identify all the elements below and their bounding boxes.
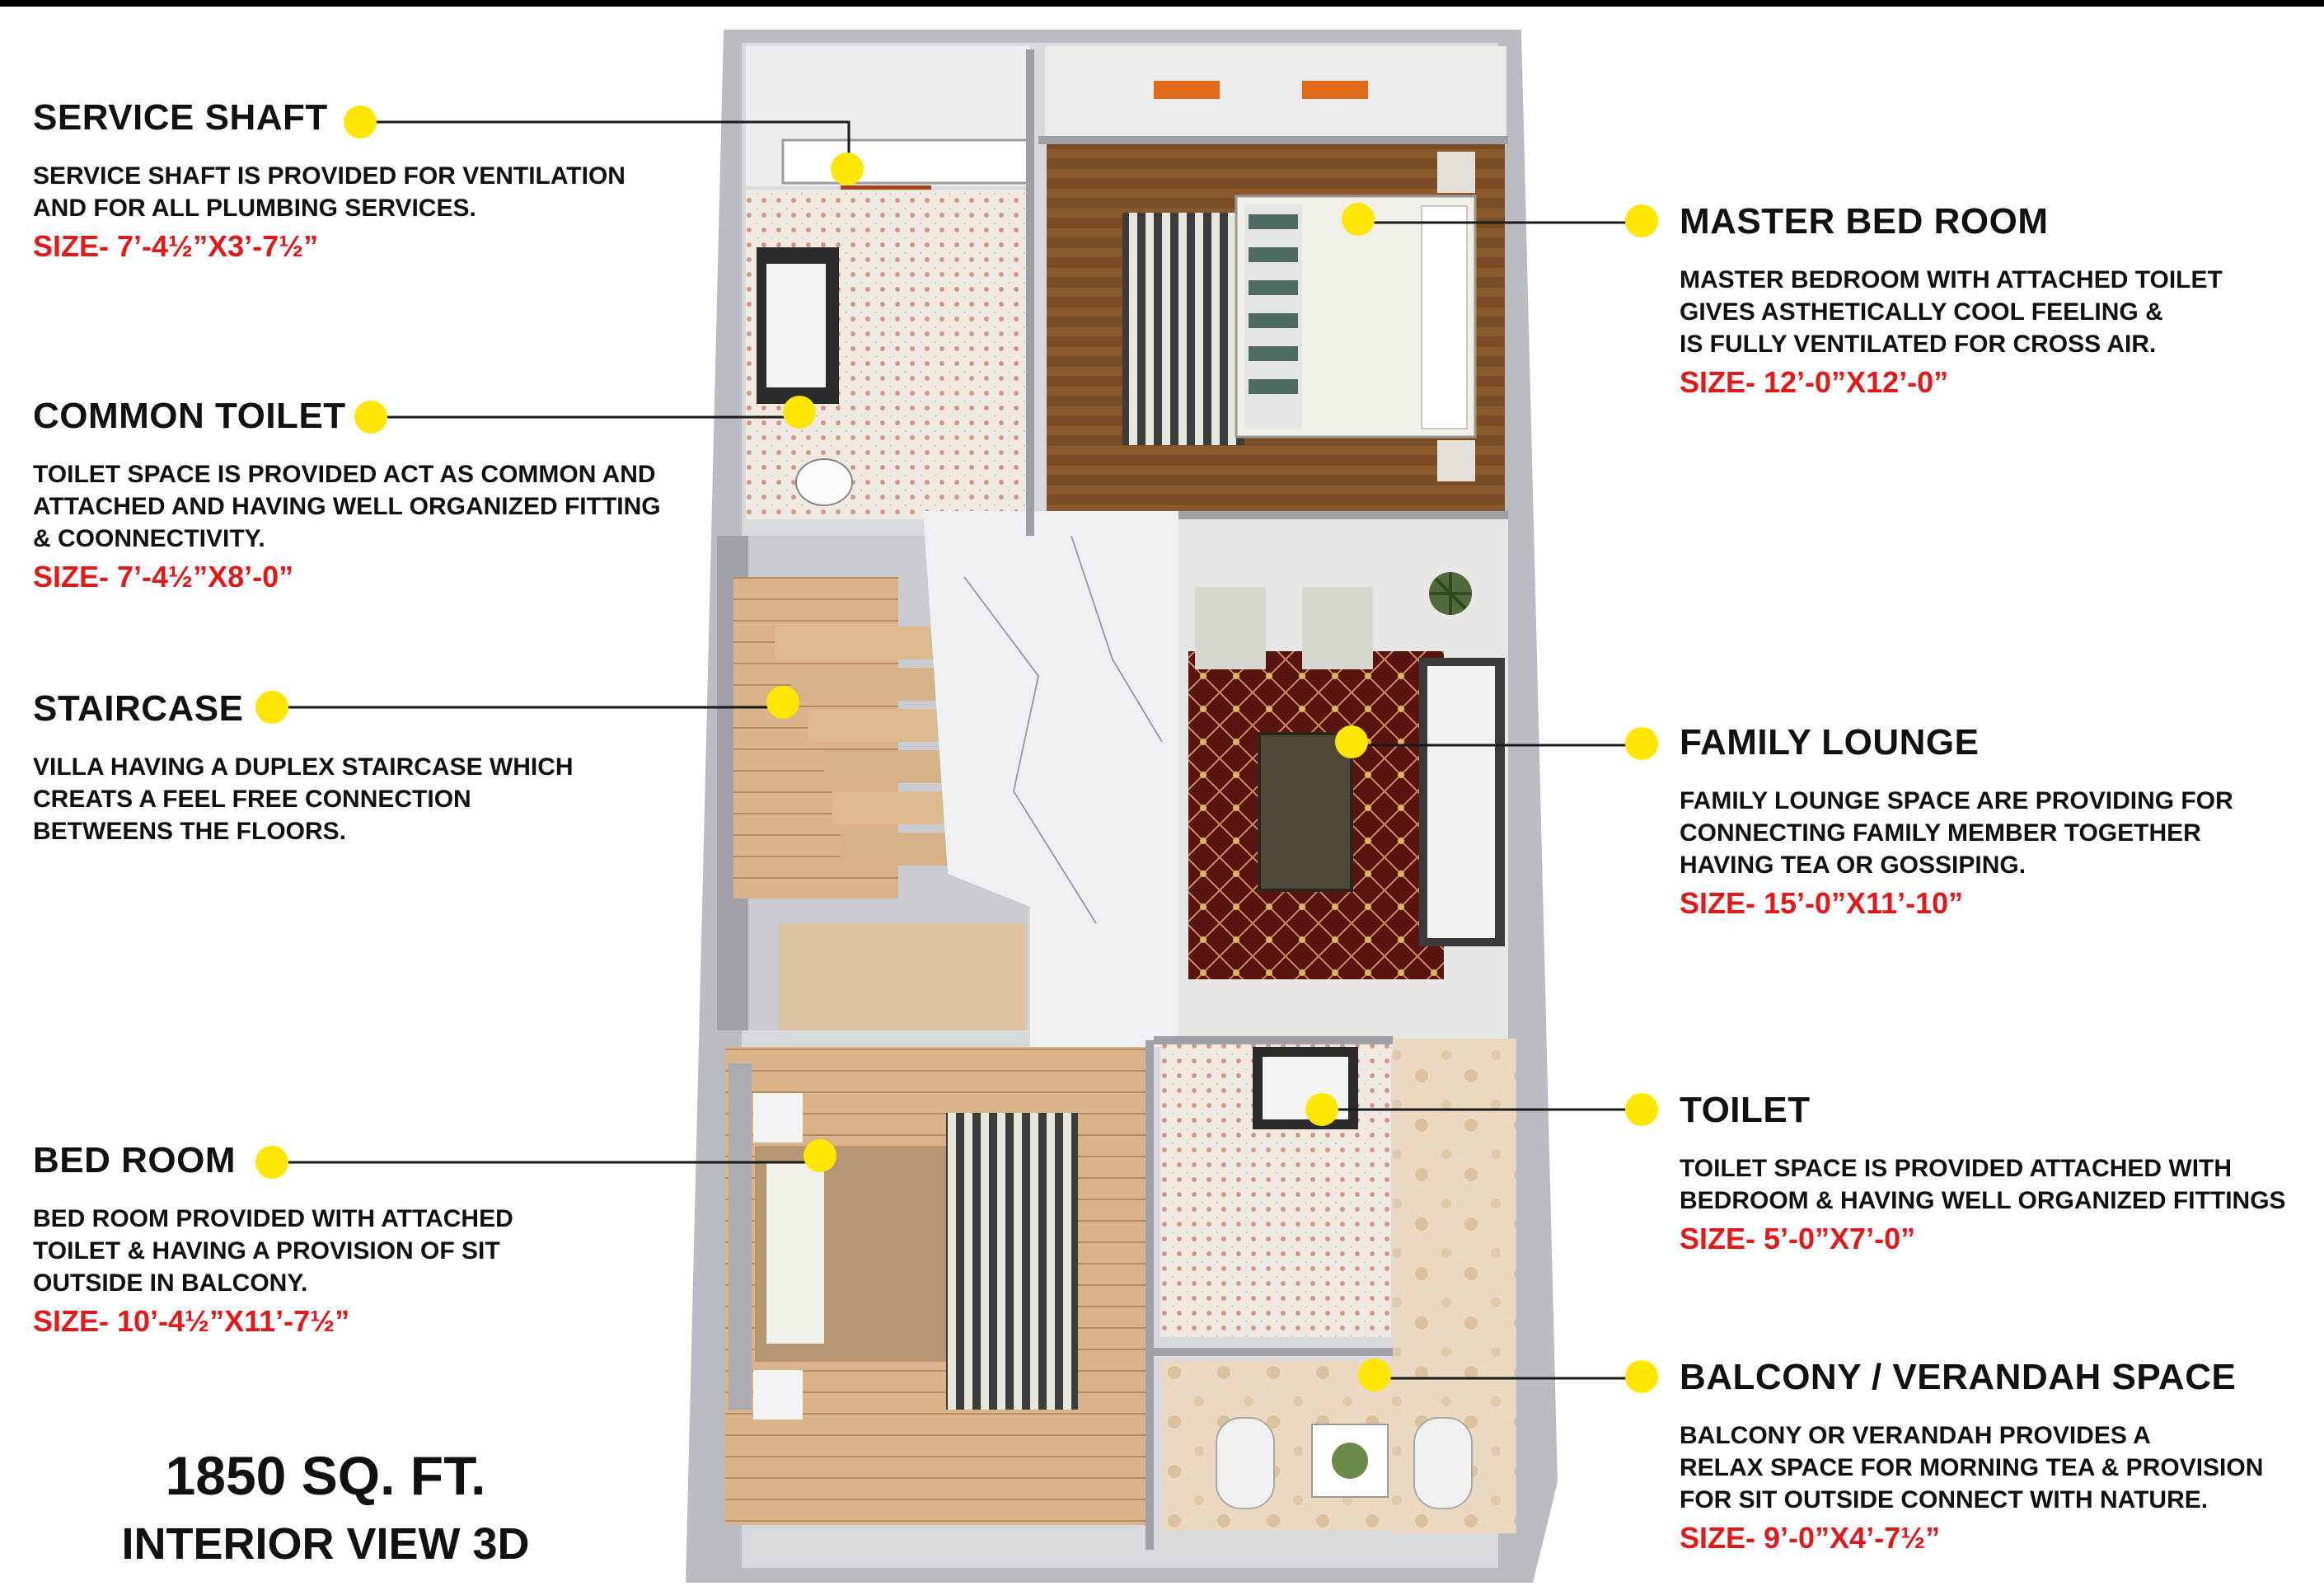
toilet-line-1: TOILET SPACE IS PROVIDED ATTACHED WITH (1680, 1155, 2233, 1182)
master-bed-room-marker-dot-icon (1625, 204, 1658, 237)
bed-room-size: SIZE- 10’-4½”X11’-7½” (33, 1304, 350, 1338)
toilet-note (1680, 1090, 2286, 1256)
staircase-line-3: BETWEENS THE FLOORS. (33, 818, 347, 845)
staircase-line-2: CREATS A FEEL FREE CONNECTION (33, 786, 471, 813)
service-shaft-line-2: AND FOR ALL PLUMBING SERVICES. (33, 195, 476, 222)
bed-room-line-2: TOILET & HAVING A PROVISION OF SIT (33, 1237, 500, 1265)
family-lounge-line-1: FAMILY LOUNGE SPACE ARE PROVIDING FOR (1680, 787, 2233, 814)
balcony-title: BALCONY / VERANDAH SPACE (1680, 1357, 2237, 1397)
area-label: 1850 SQ. FT. (165, 1445, 486, 1506)
common-toilet-line-1: TOILET SPACE IS PROVIDED ACT AS COMMON AND (33, 461, 656, 488)
master-bed-room-marker-dot-icon (1342, 203, 1375, 236)
balcony-size: SIZE- 9’-0”X4’-7½” (1680, 1521, 1941, 1555)
toilet-marker-dot-icon (1625, 1093, 1658, 1126)
staircase-title: STAIRCASE (33, 688, 244, 729)
service-shaft-note (33, 97, 626, 264)
master-bed-room-size: SIZE- 12’-0”X12’-0” (1680, 365, 1949, 399)
common-toilet-title: COMMON TOILET (33, 396, 346, 436)
common-toilet-line-2: ATTACHED AND HAVING WELL ORGANIZED FITTING (33, 493, 661, 520)
bed-room-marker-dot-icon (804, 1139, 836, 1172)
family-lounge-line-3: HAVING TEA OR GOSSIPING. (1680, 852, 2026, 879)
family-lounge-size: SIZE- 15’-0”X11’-10” (1680, 886, 1964, 920)
master-bed-room-line-2: GIVES ASTHETICALLY COOL FEELING & (1680, 298, 2163, 326)
balcony-marker-dot-icon (1625, 1360, 1658, 1393)
family-lounge-line-2: CONNECTING FAMILY MEMBER TOGETHER (1680, 819, 2201, 847)
bed-room-note (33, 1140, 513, 1339)
staircase-note (33, 688, 574, 847)
service-shaft-line-1: SERVICE SHAFT IS PROVIDED FOR VENTILATION (33, 162, 626, 190)
bed-room-line-3: OUTSIDE IN BALCONY. (33, 1269, 308, 1297)
common-toilet-line-3: & COONNECTIVITY. (33, 525, 265, 552)
family-lounge-marker-dot-icon (1335, 725, 1368, 758)
master-bed-room-title: MASTER BED ROOM (1680, 201, 2049, 242)
view-label: INTERIOR VIEW 3D (121, 1519, 530, 1569)
master-bed-room-line-1: MASTER BEDROOM WITH ATTACHED TOILET (1680, 266, 2223, 293)
toilet-line-2: BEDROOM & HAVING WELL ORGANIZED FITTINGS (1680, 1187, 2286, 1214)
staircase-marker-dot-icon (766, 686, 799, 719)
balcony-note (1680, 1357, 2263, 1556)
family-lounge-note (1680, 722, 2233, 921)
family-lounge-marker-dot-icon (1625, 727, 1658, 760)
master-bed-room-line-3: IS FULLY VENTILATED FOR CROSS AIR. (1680, 331, 2157, 358)
common-toilet-marker-dot-icon (783, 396, 816, 429)
balcony-line-2: RELAX SPACE FOR MORNING TEA & PROVISION (1680, 1454, 2264, 1481)
balcony-marker-dot-icon (1358, 1358, 1391, 1391)
common-toilet-size: SIZE- 7’-4½”X8’-0” (33, 560, 294, 594)
bed-room-line-1: BED ROOM PROVIDED WITH ATTACHED (33, 1205, 513, 1232)
balcony-line-3: FOR SIT OUTSIDE CONNECT WITH NATURE. (1680, 1486, 2209, 1513)
family-lounge-title: FAMILY LOUNGE (1680, 722, 1980, 762)
staircase-line-1: VILLA HAVING A DUPLEX STAIRCASE WHICH (33, 753, 574, 781)
master-bed-room-note (1680, 201, 2223, 400)
toilet-title: TOILET (1680, 1090, 1811, 1130)
toilet-marker-dot-icon (1305, 1093, 1338, 1126)
service-shaft-marker-dot-icon (831, 152, 864, 185)
toilet-size: SIZE- 5’-0”X7’-0” (1680, 1222, 1916, 1255)
service-shaft-size: SIZE- 7’-4½”X3’-7½” (33, 229, 319, 263)
bed-room-title: BED ROOM (33, 1140, 236, 1180)
common-toilet-note (33, 396, 661, 594)
service-shaft-title: SERVICE SHAFT (33, 97, 328, 138)
balcony-line-1: BALCONY OR VERANDAH PROVIDES A (1680, 1422, 2151, 1449)
